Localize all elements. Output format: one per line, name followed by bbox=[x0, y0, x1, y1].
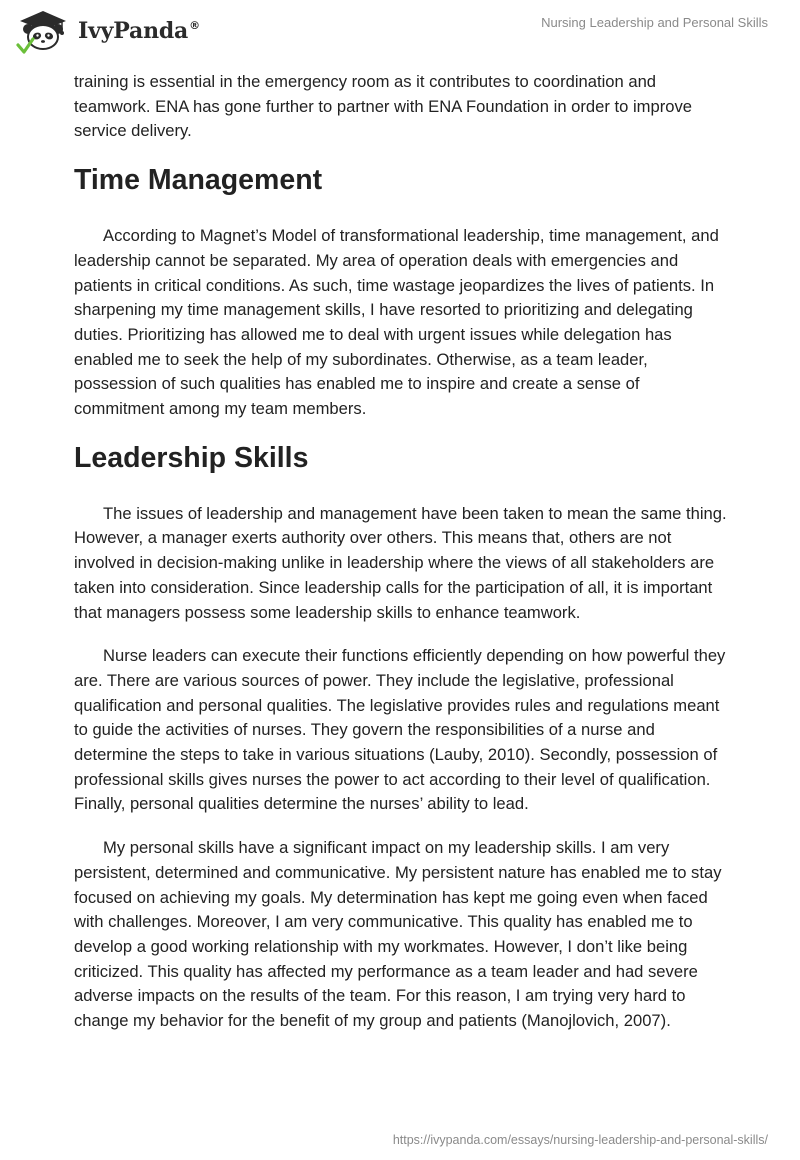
page-header bbox=[0, 0, 800, 60]
essay-content bbox=[74, 70, 730, 1053]
intro-paragraph: training is essential in the emergency room as it contributes to coordination and teamwork. ENA has gone further to partner with ENA Foundation in order to improve service delivery. bbox=[74, 72, 692, 141]
brand-logo[interactable] bbox=[14, 8, 200, 54]
heading-leadership-skills: Leadership Skills bbox=[74, 441, 309, 474]
time-management-paragraph: According to Magnet’s Model of transformational leadership, time management, and leadership cannot be separated. My area of operation deals with emergencies and patients in critical conditions. As such, time wastage jeopardizes the lives of patients. In sharpening my time management skills, I have resorted to prioritizing and delegating duties. Prioritizing has allowed me to deal with urgent issues while delegation has enabled me to seek the help of my subordinates. Otherwise, as a team leader, possession of such qualities has enabled me to inspire and create a sense of commitment among my team members. bbox=[74, 226, 719, 419]
source-url[interactable]: https://ivypanda.com/essays/nursing-leadership-and-personal-skills/ bbox=[392, 1133, 768, 1147]
leadership-paragraph-1: The issues of leadership and management have been taken to mean the same thing. However, a manager exerts authority over others. This means that, others are not involved in decision-making unlike in leadership where the views of all stakeholders are taken into consideration. Since leadership calls for the participation of all, it is important that managers possess some leadership skills to enhance teamwork. bbox=[74, 503, 727, 622]
panda-mascot-icon bbox=[14, 8, 72, 54]
brand-name: IvyPanda® bbox=[78, 18, 200, 44]
document-title: Nursing Leadership and Personal Skills bbox=[541, 15, 768, 30]
leadership-paragraph-3: My personal skills have a significant impact on my leadership skills. I am very persistent, determined and communicative. My persistent nature has enabled me to stay focused on achieving my goals. My determination has kept me going even when faced with challenges. Moreover, I am very communicative. This quality has enabled me to develop a good working relationship with my workmates. However, I don’t like being criticized. This quality has affected my performance as a team leader and had severe adverse impacts on the results of the team. For this reason, I am trying very hard to change my behavior for the benefit of my group and patients (Manojlovich, 2007). bbox=[74, 838, 722, 1031]
heading-time-management: Time Management bbox=[74, 164, 323, 197]
registered-mark: ® bbox=[189, 19, 200, 32]
leadership-paragraph-2: Nurse leaders can execute their functions efficiently depending on how powerful they are. There are various sources of power. They include the legislative, professional qualification and personal qualities. The legislative provides rules and regulations meant to guide the activities of nurses. They govern the responsibilities of a nurse and determine the steps to take in various situations (Lauby, 2010). Secondly, possession of professional skills gives nurses the power to act according to their level of qualification. Finally, personal qualities determine the nurses’ ability to lead. bbox=[74, 646, 726, 814]
